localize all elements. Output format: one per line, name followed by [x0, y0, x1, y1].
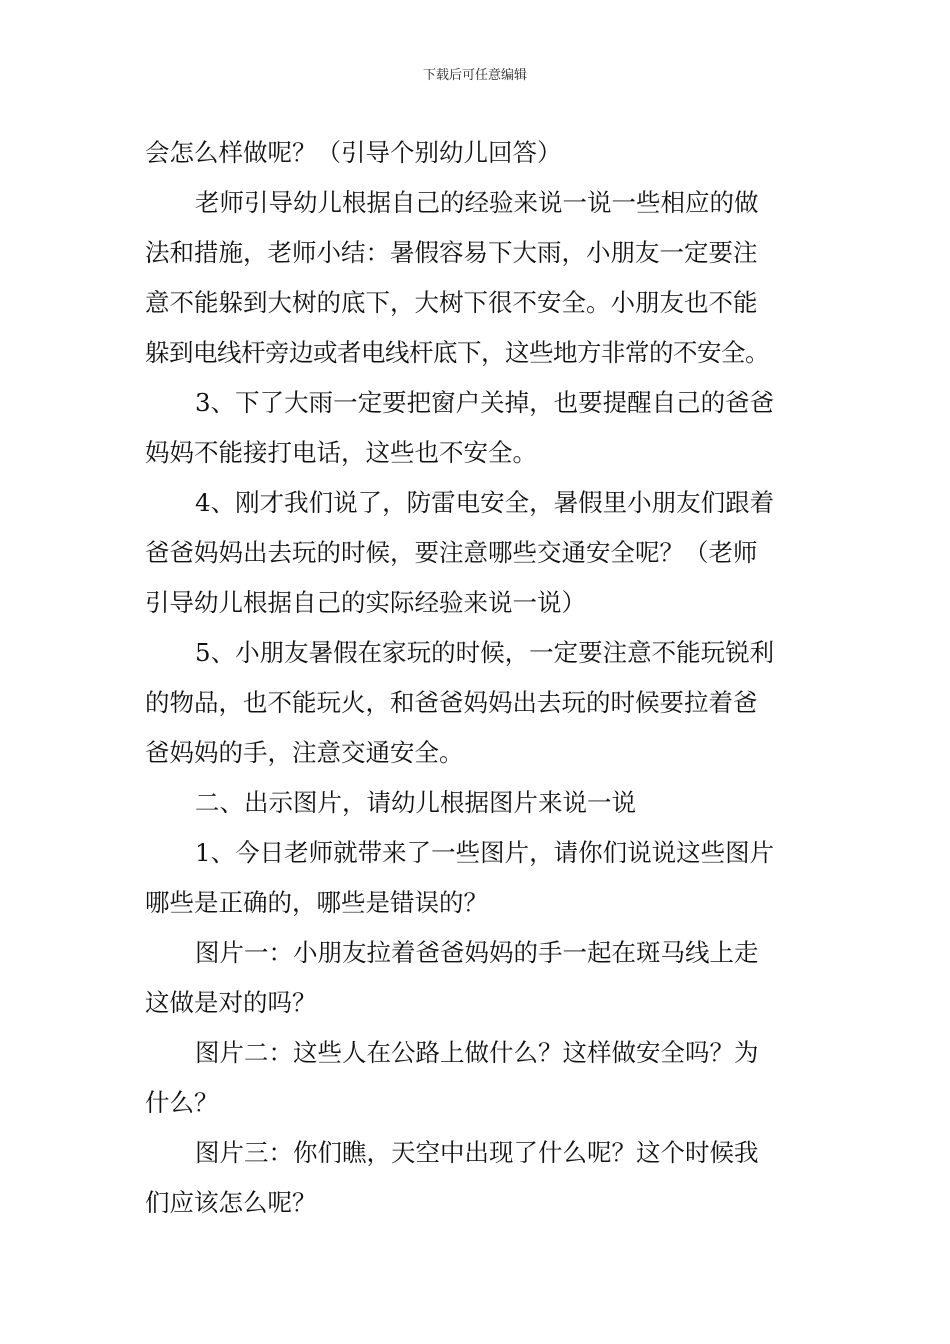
text-line: 法和措施，老师小结：暑假容易下大雨，小朋友一定要注: [145, 238, 758, 267]
document-body: [145, 128, 810, 1228]
text-line: 们应该怎么呢？: [145, 1188, 317, 1217]
paragraph-first-line: 图片三：你们瞧，天空中出现了什么呢？这个时候我: [195, 1138, 759, 1167]
text-line: 意不能躲到大树的底下，大树下很不安全。小朋友也不能: [145, 288, 758, 317]
section-heading: 二、出示图片，请幼儿根据图片来说一说: [195, 788, 636, 817]
text-line: 什么？: [145, 1088, 219, 1117]
text-line: 的物品，也不能玩火，和爸爸妈妈出去玩的时候要拉着爸: [145, 688, 758, 717]
paragraph-first-line: 4、刚才我们说了，防雷电安全，暑假里小朋友们跟着: [195, 488, 775, 517]
paragraph-first-line: 图片一：小朋友拉着爸爸妈妈的手一起在斑马线上走: [195, 938, 759, 967]
text-line: 爸妈妈的手，注意交通安全。: [145, 738, 464, 767]
paragraph-first-line: 5、小朋友暑假在家玩的时候，一定要注意不能玩锐利: [195, 638, 775, 667]
text-line: 哪些是正确的，哪些是错误的？: [145, 888, 488, 917]
text-line: 爸爸妈妈出去玩的时候，要注意哪些交通安全呢？（老师: [145, 538, 758, 567]
text-line: 妈妈不能接打电话，这些也不安全。: [145, 438, 537, 467]
text-line: 这做是对的吗？: [145, 988, 317, 1017]
paragraph-first-line: 老师引导幼儿根据自己的经验来说一说一些相应的做: [195, 188, 759, 217]
text-line: 躲到电线杆旁边或者电线杆底下，这些地方非常的不安全。: [145, 338, 769, 367]
paragraph-first-line: 图片二：这些人在公路上做什么？这样做安全吗？为: [195, 1038, 759, 1067]
paragraph-first-line: 3、下了大雨一定要把窗户关掉，也要提醒自己的爸爸: [195, 388, 775, 417]
text-line: 会怎么样做呢？（引导个别幼儿回答）: [145, 138, 562, 167]
text-line: 引导幼儿根据自己的实际经验来说一说）: [145, 588, 586, 617]
paragraph-first-line: 1、今日老师就带来了一些图片，请你们说说这些图片: [195, 838, 775, 867]
page-header: 下载后可任意编辑: [422, 68, 527, 83]
